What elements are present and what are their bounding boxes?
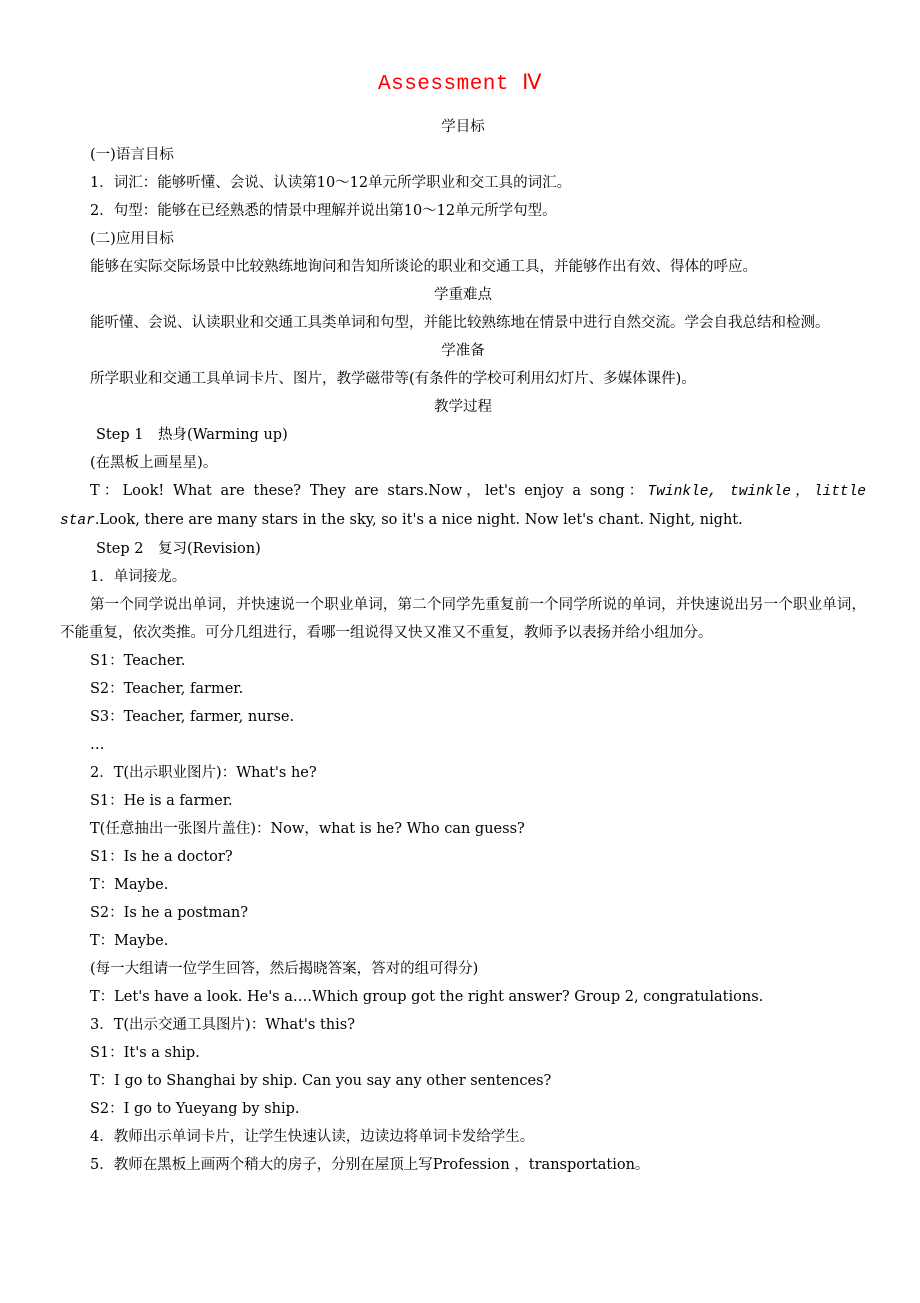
paragraph xyxy=(60,477,866,535)
paragraph: 3．T(出示交通工具图片)：What's this? xyxy=(90,1017,355,1033)
paragraph: S1：He is a farmer. xyxy=(90,793,233,809)
paragraph: T(任意抽出一张图片盖住)：Now，what is he? Who can guess? xyxy=(90,821,525,837)
paragraph: S2：Teacher, farmer. xyxy=(90,681,244,697)
paragraph: T：I go to Shanghai by ship. Can you say any other sentences? xyxy=(90,1073,552,1089)
paragraph: S1：Is he a doctor? xyxy=(90,849,233,865)
paragraph: 所学职业和交通工具单词卡片、图片，教学磁带等(有条件的学校可利用幻灯片、多媒体课件)。 xyxy=(90,371,696,387)
text-span: .Look, there are many stars in the sky, so it's a nice night. Now let's chant. Night, night. xyxy=(94,512,743,528)
paragraph: 能够在实际交际场景中比较熟练地询问和告知所谈论的职业和交通工具，并能够作出有效、得体的呼应。 xyxy=(90,259,757,275)
paragraph: S3：Teacher, farmer, nurse. xyxy=(90,709,295,725)
paragraph: 第一个同学说出单词，并快速说一个职业单词，第二个同学先重复前一个同学所说的单词，并快速说出另一个职业单词，不能重复，依次类推。可分几组进行，看哪一组说得又快又准又不重复，教师予以表扬并给小组加分。 xyxy=(60,597,866,641)
section-heading: 学准备 xyxy=(441,343,485,359)
paragraph: 5．教师在黑板上画两个稍大的房子，分别在屋顶上写Profession ，transportation。 xyxy=(90,1157,650,1173)
paragraph: T：Let's have a look. He's a….Which group got the right answer? Group 2, congratulations. xyxy=(90,989,764,1005)
song-title: Twinkle, twinkle，little star xyxy=(60,484,866,529)
paragraph: Step 1 热身(Warming up) xyxy=(96,427,288,443)
paragraph: 2．T(出示职业图片)：What's he? xyxy=(90,765,317,781)
paragraph: S1：It's a ship. xyxy=(90,1045,200,1061)
paragraph: (二)应用目标 xyxy=(90,231,174,247)
paragraph: 4．教师出示单词卡片，让学生快速认读，边读边将单词卡发给学生。 xyxy=(90,1129,535,1145)
paragraph: (一)语言目标 xyxy=(90,147,174,163)
section-heading: 教学过程 xyxy=(434,399,492,415)
paragraph: Step 2 复习(Revision) xyxy=(96,541,261,557)
paragraph: S2：I go to Yueyang by ship. xyxy=(90,1101,300,1117)
paragraph: S2：Is he a postman? xyxy=(90,905,249,921)
paragraph: (在黑板上画星星)。 xyxy=(90,455,218,471)
paragraph: T：Maybe. xyxy=(90,877,169,893)
document-body xyxy=(60,113,866,1179)
paragraph: 2．句型：能够在已经熟悉的情景中理解并说出第10～12单元所学句型。 xyxy=(90,203,557,219)
paragraph: S1：Teacher. xyxy=(90,653,186,669)
section-heading: 学目标 xyxy=(441,119,485,135)
document-title: Assessment Ⅳ xyxy=(377,73,542,96)
paragraph: … xyxy=(90,737,105,753)
paragraph: 1．词汇：能够听懂、会说、认读第10～12单元所学职业和交工具的词汇。 xyxy=(90,175,572,191)
paragraph: (每一大组请一位学生回答，然后揭晓答案，答对的组可得分) xyxy=(90,961,479,977)
paragraph: 1．单词接龙。 xyxy=(90,569,187,585)
paragraph: 能听懂、会说、认读职业和交通工具类单词和句型，并能比较熟练地在情景中进行自然交流。学会自我总结和检测。 xyxy=(90,315,830,331)
text-span: T：Look! What are these? They are stars.Now，let's enjoy a song： xyxy=(90,483,648,499)
section-heading: 学重难点 xyxy=(434,287,492,303)
paragraph: T：Maybe. xyxy=(90,933,169,949)
